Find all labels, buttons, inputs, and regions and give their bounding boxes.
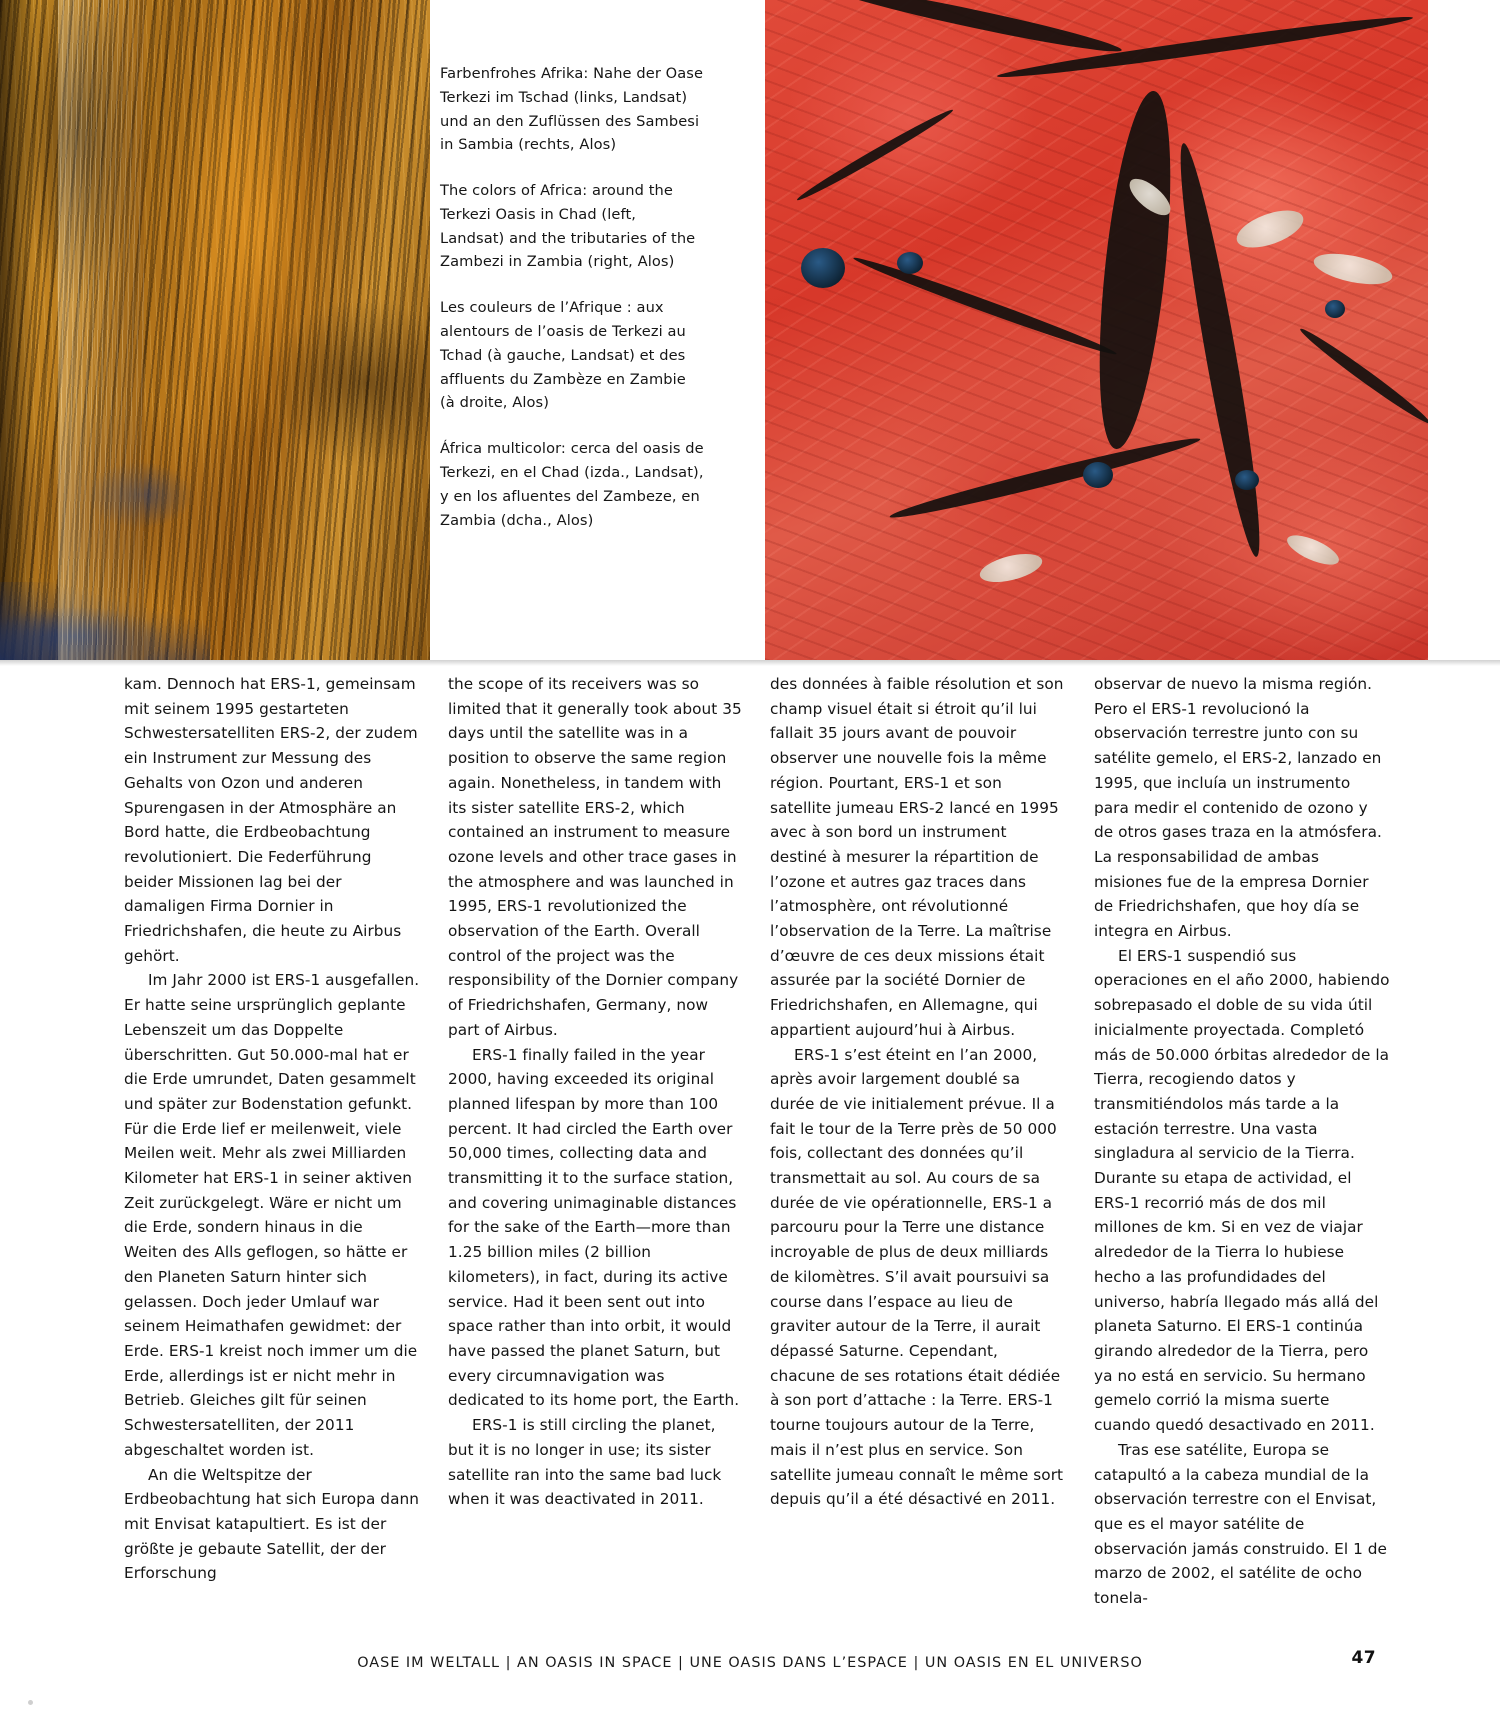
paragraph: An die Weltspitze der Erdbeobachtung hat sich Europa dann mit Envisat katapultiert. Es ist der größte je gebaute Satellit, der der Erforschung bbox=[124, 1465, 419, 1583]
running-head-text: OASE IM WELTALL | AN OASIS IN SPACE | UNE OASIS DANS L’ESPACE | UN OASIS EN EL UNIVERSO bbox=[357, 1655, 1143, 1671]
sediment-patch bbox=[1232, 203, 1308, 255]
paragraph: kam. Dennoch hat ERS-1, gemeinsam mit seinem 1995 gestarteten Schwestersatelliten ERS-2, der zudem ein Instrument zur Messung des Gehalts von Ozon und anderen Spurengasen in der Atmosphäre an Bord hatte, die Erdbeobachtung revolutioniert. Die Federführung beider Missionen lag bei der damaligen Firma Dornier in Friedrichshafen, die heute zu Airbus gehört. bbox=[124, 675, 418, 965]
river-trace bbox=[996, 11, 1414, 83]
page-number: 47 bbox=[1351, 1648, 1376, 1668]
paragraph: ERS-1 is still circling the planet, but it is no longer in use; its sister satellite ran into the same bad luck when it was deactivated in 2011. bbox=[448, 1416, 722, 1509]
lake-feature bbox=[801, 248, 845, 288]
figure-band bbox=[0, 0, 1500, 660]
text-column-french bbox=[770, 672, 1066, 1512]
paragraph: the scope of its receivers was so limited that it generally took about 35 days until the satellite was in a position to observe the same region again. Nonetheless, in tandem with its sister satellite ERS-2, which contained an instrument to measure ozone levels and other trace gases in the atmosphere and was launched in 1995, ERS-1 revolutionized the observation of the Earth. Overall control of the project was the responsibility of the Dornier company of Friedrichshafen, Germany, now part of Airbus. bbox=[448, 675, 742, 1039]
caption-es: África multicolor: cerca del oasis de Terkezi, en el Chad (izda., Landsat), y en los afluentes del Zambeze, en Zambia (dcha., Alos) bbox=[440, 440, 704, 529]
text-column-german bbox=[124, 672, 420, 1586]
caption-en: The colors of Africa: around the Terkezi Oasis in Chad (left, Landsat) and the tributaries of the Zambezi in Zambia (right, Alos) bbox=[440, 182, 696, 271]
caption-de: Farbenfrohes Afrika: Nahe der Oase Terkezi im Tschad (links, Landsat) und an den Zuflüssen des Sambesi in Sambia (rechts, Alos) bbox=[440, 65, 704, 154]
paragraph: ERS-1 finally failed in the year 2000, having exceeded its original planned lifespan by more than 100 percent. It had circled the Earth over 50,000 times, collecting data and transmitting it to the surface station, and covering unimaginable distances for the sake of the Earth—more than 1.25 billion miles (2 billion kilometers), in fact, during its active service. Had it been sent out into space rather than into orbit, it would have passed the planet Saturn, but every circumnavigation was dedicated to its home port, the Earth. bbox=[448, 1045, 740, 1410]
paragraph: observar de nuevo la misma región. Pero el ERS-1 revolucionó la observación terrestre junto con su satélite gemelo, el ERS-2, lanzado en 1995, que incluía un instrumento para medir el contenido de ozono y de otros gases traza en la atmósfera. La responsabilidad de ambas misiones fue de la empresa Dornier de Friedrichshafen, que hoy día se integra en Airbus. bbox=[1094, 675, 1382, 941]
river-trace bbox=[1169, 141, 1271, 560]
paragraph: El ERS-1 suspendió sus operaciones en el año 2000, habiendo sobrepasado el doble de su vida útil inicialmente proyectada. Completó más de 50.000 órbitas alrededor de la Tierra, recogiendo datos y transmitiéndolos más tarde a la estación terrestre. Una vasta singladura al servicio de la Tierra. Durante su etapa de actividad, el ERS-1 recorrió más de dos mil millones de km. Si en vez de viajar alrededor de la Tierra lo hubiese hecho a las profundidades del universo, habría llegado más allá del planeta Saturno. El ERS-1 continúa girando alrededor de la Tierra, pero ya no está en servicio. Su hermano gemelo corrió la misma suerte cuando quedó desactivado en 2011. bbox=[1094, 946, 1390, 1435]
paragraph: des données à faible résolution et son champ visuel était si étroit qu’il lui fallait 35 jours avant de pouvoir observer une nouvelle fois la même région. Pourtant, ERS-1 et son satellite jumeau ERS-2 lancé en 1995 avec à son bord un instrument destiné à mesurer la répartition de l’ozone et autres gaz traces dans l’atmosphère, ont révolutionné l’observation de la Terre. La maîtrise d’œuvre de ces deux missions était assurée par la société Dornier de Friedrichshafen, en Allemagne, qui appartient aujourd’hui à Airbus. bbox=[770, 675, 1064, 1039]
figure-caption-block bbox=[440, 62, 705, 532]
lake-feature bbox=[1235, 470, 1259, 490]
image-left-shadow bbox=[0, 0, 36, 660]
lake-feature bbox=[1325, 300, 1345, 318]
sediment-patch bbox=[1283, 529, 1342, 570]
paragraph: Tras ese satélite, Europa se catapultó a la cabeza mundial de la observación terrestre con el Envisat, que es el mayor satélite de observación jamás construido. El 1 de marzo de 2002, el satélite de ocho tonela- bbox=[1094, 1440, 1388, 1608]
image-left-blue-region bbox=[0, 582, 210, 660]
lake-feature bbox=[897, 252, 923, 274]
landsat-terkezi-oasis-image bbox=[0, 0, 430, 660]
river-trace bbox=[888, 432, 1202, 525]
text-column-spanish bbox=[1094, 672, 1390, 1611]
river-trace bbox=[1086, 88, 1183, 452]
river-trace bbox=[851, 252, 1118, 359]
river-trace bbox=[1297, 324, 1428, 428]
running-footer bbox=[0, 1652, 1500, 1671]
page-fold-shadow bbox=[0, 660, 1500, 666]
image-left-blue-highlight bbox=[80, 450, 200, 540]
sediment-patch bbox=[977, 549, 1045, 588]
river-trace bbox=[795, 106, 956, 205]
lake-feature bbox=[1083, 462, 1113, 488]
paragraph: Im Jahr 2000 ist ERS-1 ausgefallen. Er hatte seine ursprünglich geplante Lebenszeit um das Doppelte überschritten. Gut 50.000-mal hat er die Erde umrundet, Daten gesammelt und später zur Bodenstation gefunkt. Für die Erde lief er meilenweit, viele Meilen weit. Mehr als zwei Milliarden Kilometer hat ERS-1 in seiner aktiven Zeit zurückgelegt. Wäre er nicht um die Erde, sondern hinaus in die Weiten des Alls geflogen, so hätte er den Planeten Saturn hinter sich gelassen. Doch jeder Umlauf war seinem Heimathafen gewidmet: der Erde. ERS-1 kreist noch immer um die Erde, allerdings ist er nicht mehr in Betrieb. Gleiches gilt für seinen Schwestersatelliten, der 2011 abgeschaltet worden ist. bbox=[124, 971, 420, 1459]
print-registration-dot bbox=[28, 1700, 33, 1705]
text-column-english bbox=[448, 672, 744, 1512]
paragraph: ERS-1 s’est éteint en l’an 2000, après avoir largement doublé sa durée de vie initialement prévue. Il a fait le tour de la Terre près de 50 000 fois, collectant des données qu’il transmettait au sol. Au cours de sa durée de vie opérationnelle, ERS-1 a parcouru pour la Terre une distance incroyable de plus de deux milliards de kilomètres. S’il avait poursuivi sa course dans l’espace au lieu de graviter autour de la Terre, il aurait dépassé Saturne. Cependant, chacune de ses rotations était dédiée à son port d’attache : la Terre. ERS-1 tourne toujours autour de la Terre, mais il n’est plus en service. Son satellite jumeau connaît le même sort depuis qu’il a été désactivé en 2011. bbox=[770, 1045, 1064, 1509]
article-body bbox=[0, 672, 1500, 1608]
sediment-patch bbox=[1311, 248, 1395, 290]
alos-zambezi-image bbox=[765, 0, 1428, 660]
caption-fr: Les couleurs de l’Afrique : aux alentours de l’oasis de Terkezi au Tchad (à gauche, Landsat) et des affluents du Zambèze en Zambie (à droite, Alos) bbox=[440, 299, 686, 412]
river-trace bbox=[826, 0, 1123, 59]
